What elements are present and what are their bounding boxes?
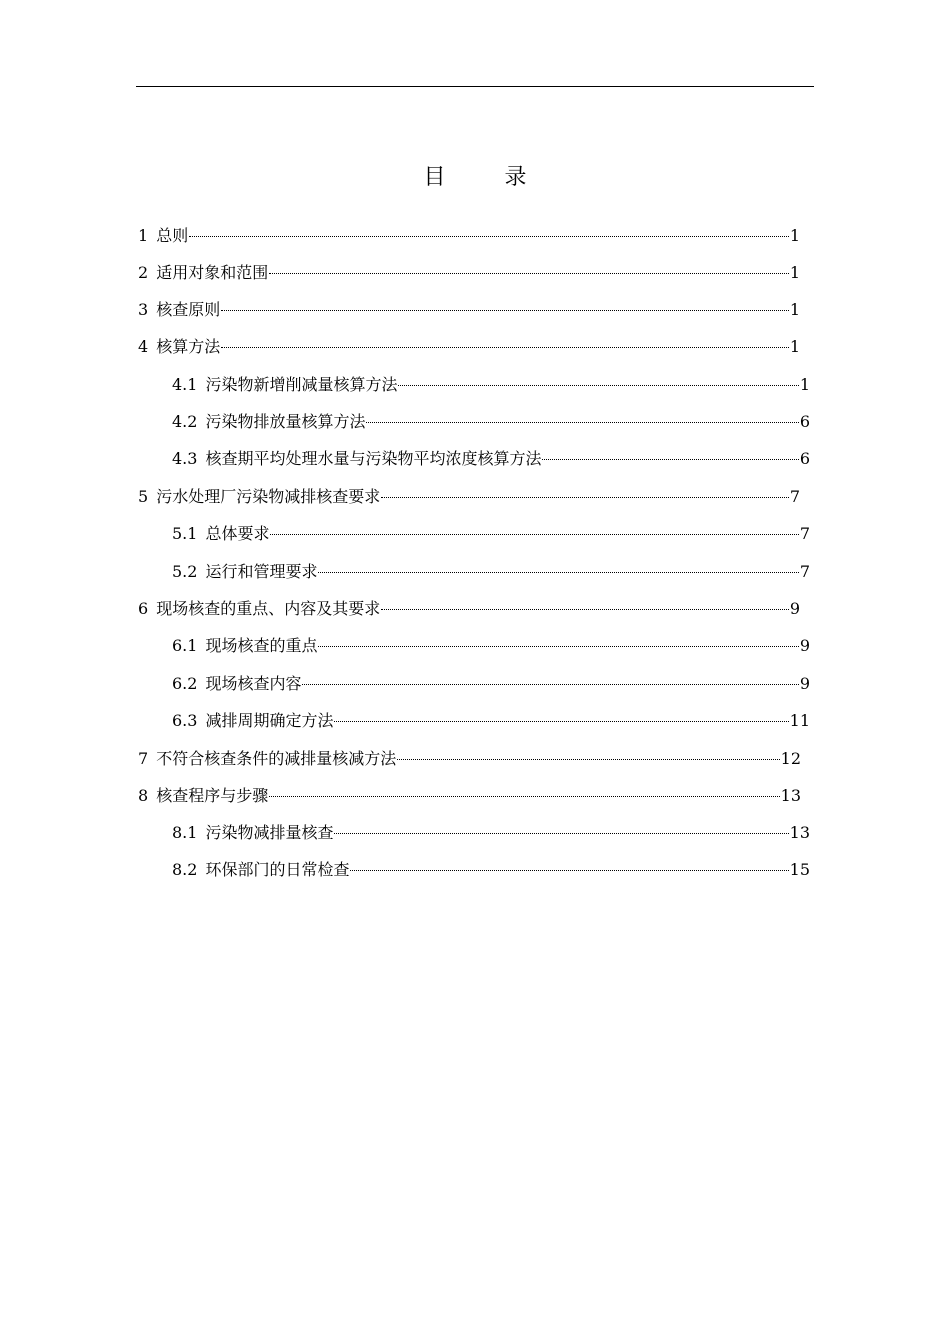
toc-entry-text: 污染物新增削减量核算方法 bbox=[205, 375, 398, 394]
toc-leader-dots bbox=[189, 236, 789, 237]
toc-entry-page: 9 bbox=[799, 636, 810, 655]
toc-entry-4[interactable] bbox=[138, 335, 800, 359]
toc-entry-8-2[interactable] bbox=[172, 858, 810, 882]
toc-entry-number: 4.3 bbox=[172, 449, 198, 468]
toc-entry-text: 总体要求 bbox=[205, 524, 270, 543]
toc-entry-8-1[interactable] bbox=[172, 821, 810, 845]
toc-entry-text: 适用对象和范围 bbox=[156, 263, 269, 282]
toc-entry-text: 运行和管理要求 bbox=[205, 562, 318, 581]
toc-entry-5-1[interactable] bbox=[172, 522, 810, 546]
toc-leader-dots bbox=[302, 684, 798, 685]
toc-entry-page: 9 bbox=[789, 599, 800, 618]
toc-entry-text: 核查程序与步骤 bbox=[156, 786, 269, 805]
toc-entry-page: 13 bbox=[780, 786, 801, 805]
toc-entry-number: 5.2 bbox=[172, 562, 198, 581]
toc-entry-8[interactable] bbox=[138, 784, 801, 808]
toc-entry-number: 8.1 bbox=[172, 823, 198, 842]
toc-leader-dots bbox=[366, 422, 798, 423]
toc-entry-number: 4 bbox=[138, 337, 149, 356]
toc-leader-dots bbox=[334, 833, 788, 834]
toc-leader-dots bbox=[318, 646, 798, 647]
toc-entry-number: 3 bbox=[138, 300, 149, 319]
toc-leader-dots bbox=[542, 459, 798, 460]
toc-entry-page: 6 bbox=[799, 412, 810, 431]
toc-entry-5[interactable] bbox=[138, 485, 800, 509]
toc-entry-text: 总则 bbox=[156, 226, 189, 245]
toc-entry-1[interactable] bbox=[138, 224, 800, 248]
toc-entry-page: 13 bbox=[789, 823, 810, 842]
toc-entry-number: 8 bbox=[138, 786, 149, 805]
toc-entry-page: 1 bbox=[789, 263, 800, 282]
toc-entry-5-2[interactable] bbox=[172, 560, 810, 584]
toc-entry-number: 1 bbox=[138, 226, 149, 245]
toc-entry-6-1[interactable] bbox=[172, 634, 810, 658]
toc-entry-page: 7 bbox=[799, 562, 810, 581]
toc-entry-text: 核算方法 bbox=[156, 337, 221, 356]
toc-entry-page: 1 bbox=[799, 375, 810, 394]
toc-leader-dots bbox=[381, 609, 789, 610]
toc-leader-dots bbox=[334, 721, 788, 722]
toc-entry-text: 污染物减排量核查 bbox=[205, 823, 334, 842]
toc-entry-6-3[interactable] bbox=[172, 709, 810, 733]
toc-entry-text: 污染物排放量核算方法 bbox=[205, 412, 366, 431]
toc-entry-page: 12 bbox=[780, 749, 801, 768]
toc-entry-number: 2 bbox=[138, 263, 149, 282]
toc-leader-dots bbox=[269, 273, 789, 274]
toc-entry-4-1[interactable] bbox=[172, 373, 810, 397]
toc-entry-page: 7 bbox=[789, 487, 800, 506]
toc-entry-number: 8.2 bbox=[172, 860, 198, 879]
toc-leader-dots bbox=[350, 870, 788, 871]
toc-entry-2[interactable] bbox=[138, 261, 800, 285]
toc-leader-dots bbox=[221, 347, 789, 348]
toc-entry-page: 11 bbox=[789, 711, 810, 730]
toc-entry-number: 6.2 bbox=[172, 674, 198, 693]
toc-entry-number: 5 bbox=[138, 487, 149, 506]
toc-entry-page: 1 bbox=[789, 226, 800, 245]
page-title: 目 录 bbox=[423, 165, 553, 190]
toc-entry-4-3[interactable] bbox=[172, 447, 810, 471]
toc-entry-page: 9 bbox=[799, 674, 810, 693]
toc-entry-text: 核查期平均处理水量与污染物平均浓度核算方法 bbox=[205, 449, 542, 468]
toc-entry-page: 7 bbox=[799, 524, 810, 543]
toc-leader-dots bbox=[397, 759, 779, 760]
toc-entry-text: 环保部门的日常检查 bbox=[205, 860, 350, 879]
toc-entry-number: 6.1 bbox=[172, 636, 198, 655]
toc-entry-3[interactable] bbox=[138, 298, 800, 322]
toc-entry-text: 污水处理厂污染物减排核查要求 bbox=[156, 487, 381, 506]
toc-entry-page: 6 bbox=[799, 449, 810, 468]
toc-entry-page: 15 bbox=[789, 860, 810, 879]
toc-entry-number: 6.3 bbox=[172, 711, 198, 730]
toc-entry-7[interactable] bbox=[138, 747, 801, 771]
toc-entry-number: 4.2 bbox=[172, 412, 198, 431]
toc-entry-page: 1 bbox=[789, 337, 800, 356]
header-rule bbox=[136, 86, 814, 87]
toc-entry-6-2[interactable] bbox=[172, 672, 810, 696]
toc-entry-number: 6 bbox=[138, 599, 149, 618]
toc-entry-number: 7 bbox=[138, 749, 149, 768]
toc-entry-text: 减排周期确定方法 bbox=[205, 711, 334, 730]
toc-entry-text: 现场核查的重点 bbox=[205, 636, 318, 655]
toc-leader-dots bbox=[381, 497, 789, 498]
toc-entry-number: 5.1 bbox=[172, 524, 198, 543]
toc-entry-text: 现场核查内容 bbox=[205, 674, 302, 693]
toc-leader-dots bbox=[398, 385, 798, 386]
toc-entry-text: 现场核查的重点、内容及其要求 bbox=[156, 599, 381, 618]
toc-leader-dots bbox=[270, 534, 798, 535]
toc-entry-4-2[interactable] bbox=[172, 410, 810, 434]
toc-leader-dots bbox=[318, 572, 798, 573]
toc-leader-dots bbox=[269, 796, 779, 797]
toc-leader-dots bbox=[221, 310, 789, 311]
toc-entry-text: 不符合核查条件的减排量核减方法 bbox=[156, 749, 397, 768]
toc-entry-page: 1 bbox=[789, 300, 800, 319]
toc-entry-6[interactable] bbox=[138, 597, 800, 621]
toc-entry-number: 4.1 bbox=[172, 375, 198, 394]
toc-entry-text: 核查原则 bbox=[156, 300, 221, 319]
